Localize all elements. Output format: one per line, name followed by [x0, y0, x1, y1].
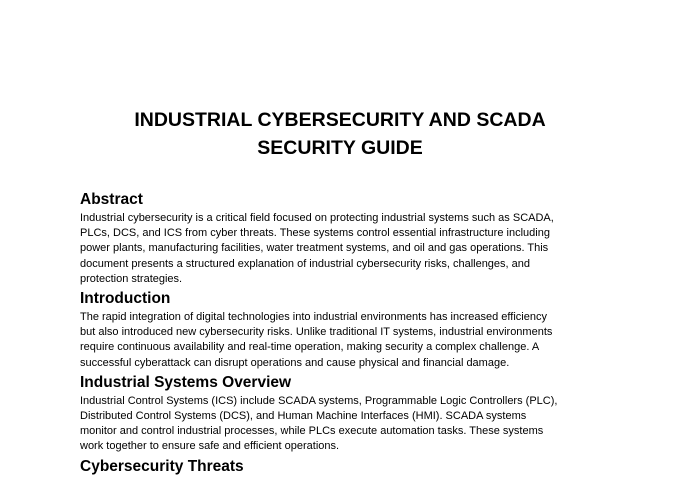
section-paragraph-introduction [80, 310, 580, 371]
document-body [80, 190, 580, 478]
section-cybersecurity-threats [80, 457, 580, 477]
paragraph-line: work together to ensure safe and efficient operations. [80, 440, 340, 453]
section-heading-cybersecurity-threats: Cybersecurity Threats [80, 457, 244, 475]
section-paragraph-abstract [80, 211, 580, 287]
title-line-1: INDUSTRIAL CYBERSECURITY AND SCADA [134, 109, 546, 131]
paragraph-line: successful cyberattack can disrupt operations and cause physical and financial damage. [80, 356, 510, 369]
paragraph-line: but also introduced new cybersecurity risks. Unlike traditional IT systems, industrial environments [80, 326, 553, 339]
paragraph-line: Industrial Control Systems (ICS) include SCADA systems, Programmable Logic Controllers (PLC), [80, 394, 558, 407]
section-heading-abstract: Abstract [80, 191, 143, 208]
paragraph-line: The rapid integration of digital technologies into industrial environments has increased efficiency [80, 311, 547, 324]
paragraph-line: PLCs, DCS, and ICS from cyber threats. These systems control essential infrastructure including [80, 227, 550, 240]
section-introduction [80, 289, 580, 371]
title-line-2: SECURITY GUIDE [257, 137, 423, 159]
section-heading-industrial-systems-overview: Industrial Systems Overview [80, 373, 292, 391]
section-heading-introduction: Introduction [80, 290, 171, 308]
paragraph-line: require continuous availability and real-time operation, making security a complex challenge. A [80, 341, 540, 354]
document-title [80, 106, 600, 162]
paragraph-line: Industrial cybersecurity is a critical field focused on protecting industrial systems such as SCADA, [80, 212, 554, 224]
section-paragraph-industrial-systems-overview [80, 394, 580, 455]
paragraph-line: protection strategies. [80, 272, 183, 285]
section-abstract [80, 190, 580, 287]
section-industrial-systems-overview [80, 373, 580, 455]
paragraph-line: monitor and control industrial processes, while PLCs execute automation tasks. These systems [80, 425, 544, 438]
paragraph-line: document presents a structured explanation of industrial cybersecurity risks, challenges, and [80, 257, 531, 270]
paragraph-line: power plants, manufacturing facilities, water treatment systems, and oil and gas operations. This [80, 242, 549, 255]
paragraph-line: Distributed Control Systems (DCS), and Human Machine Interfaces (HMI). SCADA systems [80, 410, 527, 423]
